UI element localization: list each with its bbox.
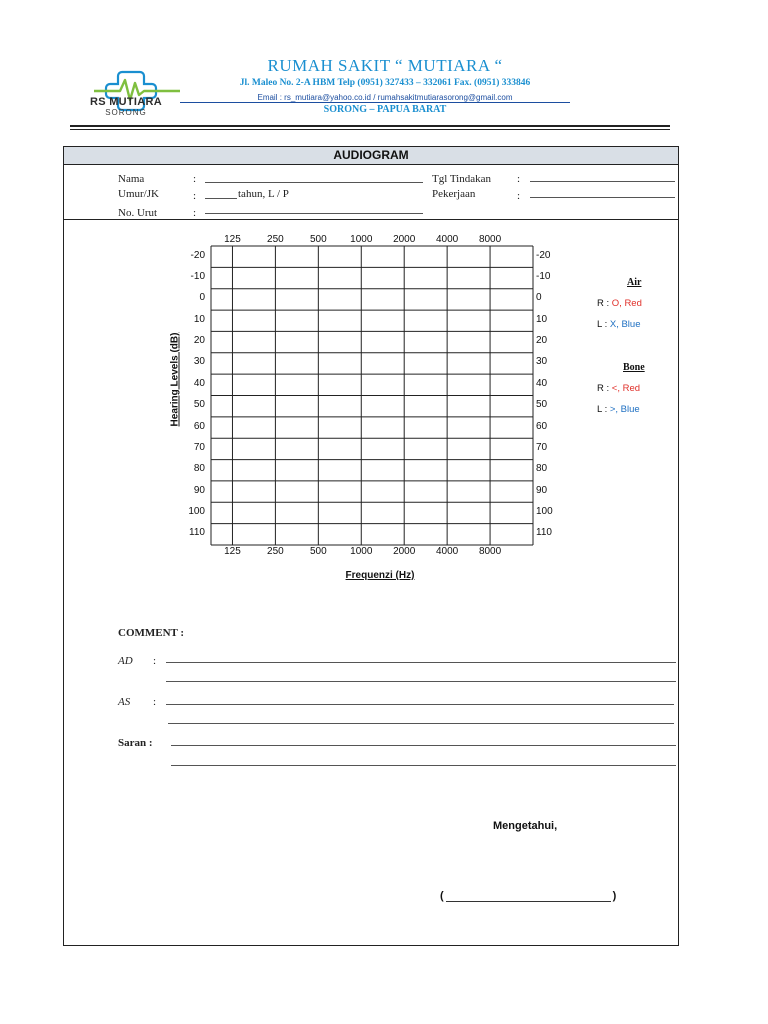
y-tick-right: 0 — [536, 292, 542, 304]
y-tick-right: -20 — [536, 249, 551, 261]
field-colon: : — [517, 190, 521, 202]
comment-as-line-1[interactable] — [166, 704, 674, 705]
y-tick-left: 0 — [199, 292, 205, 304]
y-tick-right: 80 — [536, 463, 548, 475]
comment-colon: : — [153, 655, 157, 667]
field-colon: : — [193, 207, 197, 219]
hospital-address: Jl. Maleo No. 2-A HBM Telp (0951) 327433 – 332061 Fax. (0951) 333846 — [239, 78, 531, 88]
legend-prefix: L : — [597, 404, 610, 415]
comment-ad-label: AD — [118, 655, 133, 667]
hospital-email: Email : rs_mutiara@yahoo.co.id / rumahsakitmutiarasorong@gmail.com — [257, 93, 513, 102]
x-tick-bottom: 8000 — [478, 546, 502, 557]
x-tick-top: 2000 — [393, 234, 416, 245]
x-tick-bottom: 2000 — [393, 546, 416, 557]
y-tick-left: 110 — [189, 527, 205, 539]
y-tick-right: 30 — [536, 356, 548, 368]
form-title: AUDIOGRAM — [64, 147, 678, 165]
y-axis-label: Hearing Levels (dB) — [169, 332, 181, 427]
y-tick-left: -20 — [190, 249, 205, 261]
comment-saran-line-2[interactable] — [171, 765, 676, 766]
x-tick-bottom: 125 — [224, 546, 241, 557]
comment-ad-line-1[interactable] — [166, 662, 676, 663]
y-tick-left: 10 — [193, 313, 205, 325]
signature-open: ( — [440, 890, 444, 902]
comment-as-label: AS — [118, 696, 131, 708]
y-tick-left: 60 — [193, 420, 205, 432]
field-label-tgl-tindakan: Tgl Tindakan — [432, 173, 491, 185]
y-tick-right: 100 — [536, 505, 553, 517]
comment-colon: : — [153, 696, 157, 708]
signature-label: Mengetahui, — [493, 820, 558, 832]
comment-saran-label: Saran : — [118, 737, 153, 749]
logo-name: RS MUTIARA — [89, 96, 163, 108]
x-tick-top: 8000 — [478, 234, 502, 245]
legend-value: X, Blue — [609, 319, 641, 330]
hospital-title: RUMAH SAKIT “ MUTIARA “ — [267, 56, 503, 75]
y-tick-left: 50 — [193, 399, 205, 411]
comment-as-line-2[interactable] — [168, 723, 674, 724]
field-label-nama: Nama — [118, 173, 145, 185]
logo-city: SORONG — [105, 108, 147, 117]
legend-value: >, Blue — [609, 404, 640, 415]
x-tick-top: 125 — [224, 234, 241, 245]
legend-air-left — [597, 319, 641, 330]
signature-blank — [446, 901, 611, 902]
field-umur-value: tahun, L / P — [238, 188, 289, 200]
field-colon: : — [193, 173, 197, 185]
x-tick-top: 250 — [267, 234, 284, 245]
signature-field[interactable] — [440, 890, 616, 902]
legend-air-right — [597, 298, 642, 309]
y-tick-left: 30 — [193, 356, 205, 368]
legend-value: <, Red — [611, 383, 641, 394]
y-tick-left: 70 — [193, 441, 205, 453]
y-tick-right: 90 — [536, 484, 548, 496]
y-tick-left: 40 — [193, 377, 205, 389]
signature-close: ) — [612, 890, 617, 902]
legend-air-title: Air — [627, 277, 642, 288]
legend-value: O, Red — [611, 298, 642, 309]
field-colon: : — [193, 190, 197, 202]
legend-bone-left — [597, 404, 640, 415]
legend-prefix: L : — [597, 319, 610, 330]
y-tick-left: 100 — [188, 505, 205, 517]
comment-ad-line-2[interactable] — [166, 681, 676, 682]
y-tick-left: 20 — [193, 335, 205, 347]
x-axis-label: Frequenzi (Hz) — [345, 570, 415, 581]
comment-heading: COMMENT : — [118, 627, 185, 639]
comment-saran-line-1[interactable] — [171, 745, 676, 746]
y-tick-right: -10 — [536, 271, 551, 283]
y-tick-right: 70 — [536, 441, 548, 453]
y-tick-left: -10 — [190, 271, 205, 283]
field-colon: : — [517, 173, 521, 185]
legend-bone-right — [597, 383, 640, 394]
y-tick-left: 90 — [193, 484, 205, 496]
x-tick-bottom: 1000 — [350, 546, 373, 557]
field-label-pekerjaan: Pekerjaan — [432, 188, 476, 200]
legend-bone-title: Bone — [623, 362, 645, 373]
x-tick-top: 4000 — [436, 234, 459, 245]
y-tick-right: 40 — [536, 377, 548, 389]
x-tick-bottom: 4000 — [436, 546, 459, 557]
x-tick-top: 1000 — [350, 234, 373, 245]
y-tick-right: 60 — [536, 420, 548, 432]
hospital-city: SORONG – PAPUA BARAT — [323, 104, 447, 115]
legend-prefix: R : — [597, 383, 612, 394]
x-tick-top: 500 — [309, 234, 327, 245]
y-tick-right: 110 — [536, 527, 552, 539]
x-tick-bottom: 500 — [309, 546, 327, 557]
x-tick-bottom: 250 — [267, 546, 284, 557]
y-tick-right: 50 — [536, 399, 548, 411]
field-label-no-urut: No. Urut — [118, 207, 158, 219]
legend-prefix: R : — [597, 298, 612, 309]
y-tick-right: 10 — [536, 313, 548, 325]
field-label-umur: Umur/JK — [118, 188, 159, 200]
y-tick-right: 20 — [536, 335, 548, 347]
y-tick-left: 80 — [193, 463, 205, 475]
